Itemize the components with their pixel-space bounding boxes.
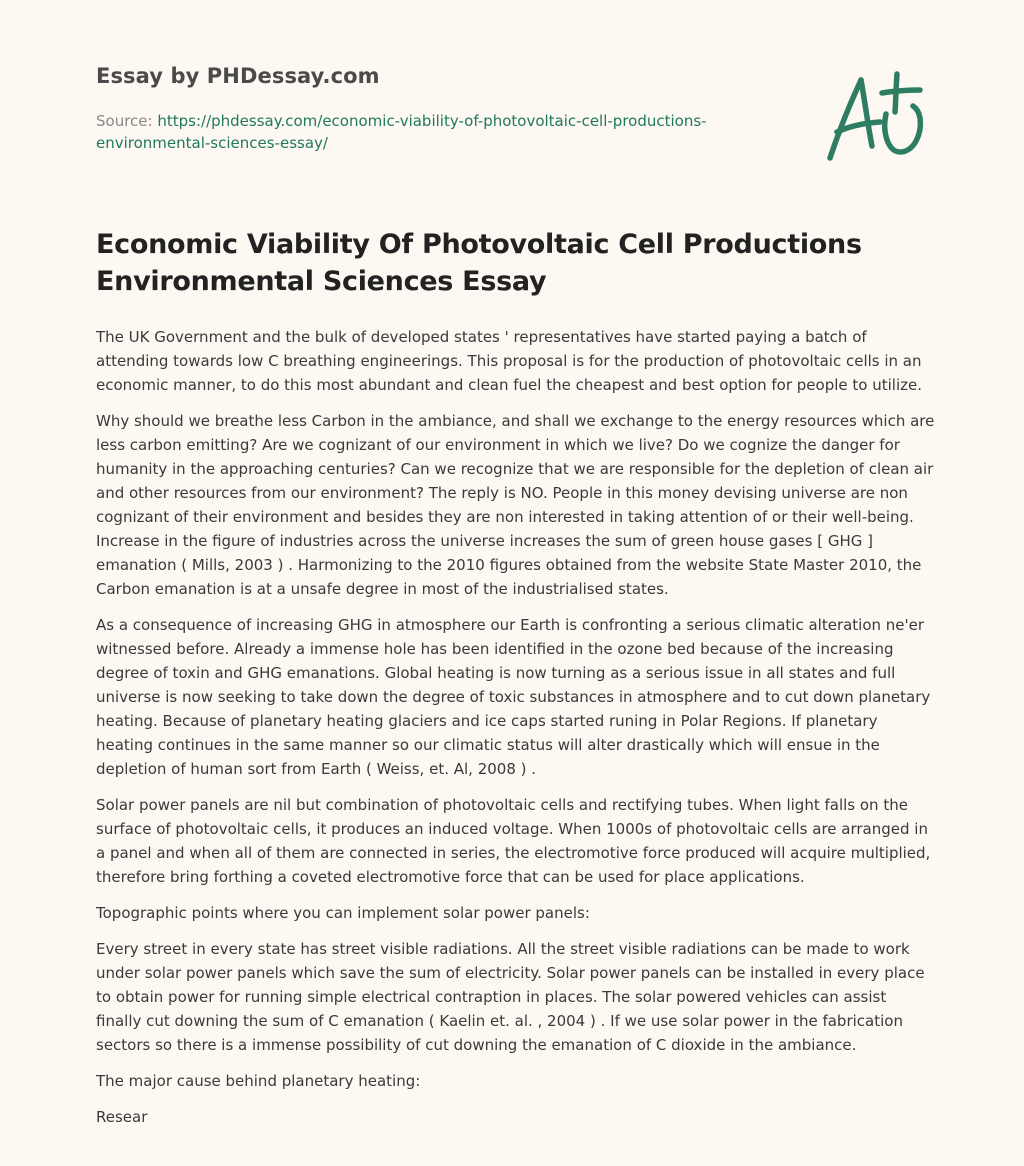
source-line xyxy=(96,110,736,154)
essay-subheading: The major cause behind planetary heating: xyxy=(96,1072,421,1090)
essay-paragraph: The UK Government and the bulk of developed states ' representatives have started paying a batch of attending towards low C breathing engineerings. This proposal is for the production of photovoltaic cells in an economic manner, to do this most abundant and clean fuel the cheapest and best option for people to utilize. xyxy=(96,328,922,394)
essay-paragraph: Why should we breathe less Carbon in the ambiance, and shall we exchange to the energy resources which are less carbon emitting? Are we cognizant of our environment in which we live? Do we cognize the danger for humanity in the approaching centuries? Can we recognize that we are responsible for the depletion of clean air and other resources from our environment? The reply is NO. People in this money devising universe are non cognizant of their environment and besides they are non interested in taking attention of or their well-being. Increase in the figure of industries across the universe increases the sum of green house gases [ GHG ] emanation ( Mills, 2003 ) . Harmonizing to the 2010 figures obtained from the website State Master 2010, the Carbon emanation is at a unsafe degree in most of the industrialised states. xyxy=(96,412,935,598)
source-link[interactable]: https://phdessay.com/economic-viability-of-photovoltaic-cell-productions-environmental-sciences-essay/ xyxy=(96,112,707,152)
essay-subheading: Topographic points where you can implement solar power panels: xyxy=(96,904,590,922)
essay-paragraph: Solar power panels are nil but combination of photovoltaic cells and rectifying tubes. When light falls on the surface of photovoltaic cells, it produces an induced voltage. When 1000s of photovoltaic cells are arranged in a panel and when all of them are connected in series, the electromotive force produced will acquire multiplied, therefore bring forthing a coveted electromotive force that can be used for place applications. xyxy=(96,796,931,886)
essay-body xyxy=(96,325,936,1141)
essay-paragraph: As a consequence of increasing GHG in atmosphere our Earth is confronting a serious climatic alteration ne'er witnessed before. Already a immense hole has been identified in the ozone bed because of the increasing degree of toxin and GHG emanations. Global heating is now turning as a serious issue in all states and full universe is now seeking to take down the degree of toxic substances in atmosphere and to cut down planetary heating. Because of planetary heating glaciers and ice caps started runing in Polar Regions. If planetary heating continues in the same manner so our climatic status will alter drastically which will ensue in the depletion of human sort from Earth ( Weiss, et. Al, 2008 ) . xyxy=(96,616,931,778)
essay-paragraph: Every street in every state has street visible radiations. All the street visible radiations can be made to work under solar power panels which save the sum of electricity. Solar power panels can be installed in every place to obtain power for running simple electrical contraption in places. The solar powered vehicles can assist finally cut downing the sum of C emanation ( Kaelin et. al. , 2004 ) . If we use solar power in the fabrication sectors so there is a immense possibility of cut downing the emanation of C dioxide in the ambiance. xyxy=(96,940,925,1054)
essay-title: Economic Viability Of Photovoltaic Cell Productions Environmental Sciences Essay xyxy=(96,229,862,297)
essay-paragraph-truncated: Resear xyxy=(96,1108,148,1126)
a-plus-grade-icon xyxy=(824,68,928,164)
source-label: Source: xyxy=(96,112,153,130)
site-title: Essay by PHDessay.com xyxy=(96,64,380,88)
